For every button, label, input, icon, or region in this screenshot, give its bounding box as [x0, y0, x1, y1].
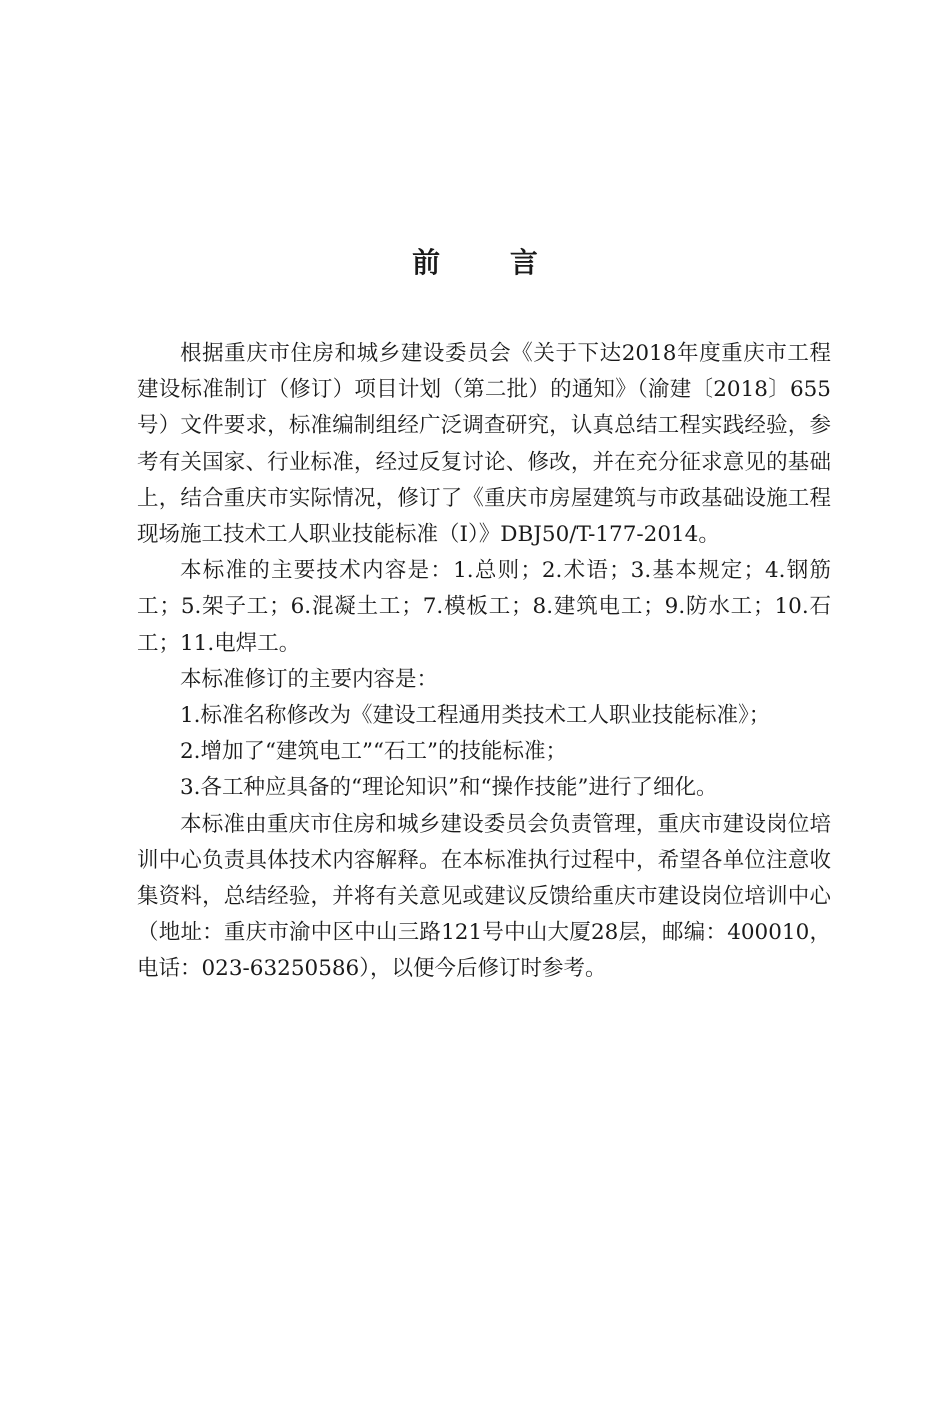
page-title: 前 言: [412, 246, 568, 279]
paragraph-background: 根据重庆市住房和城乡建设委员会《关于下达2018年度重庆市工程建设标准制订（修订）项目计划（第二批）的通知》（渝建〔2018〕655号）文件要求，标准编制组经广泛调查研究，认真总结工程实践经验，参考有关国家、行业标准，经过反复讨论、修改，并在充分征求意见的基础上，结合重庆市实际情况，修订了《重庆市房屋建筑与市政基础设施工程现场施工技术工人职业技能标准（Ⅰ）》DBJ50/T-177-2014。: [137, 341, 831, 548]
revision-item-1: 1.标准名称修改为《建设工程通用类技术工人职业技能标准》；: [180, 703, 771, 729]
preface-body: [137, 336, 831, 988]
paragraph-revision-intro: 本标准修订的主要内容是：: [180, 666, 439, 692]
paragraph-main-content: 本标准的主要技术内容是：1.总则；2.术语；3.基本规定；4.钢筋工；5.架子工；6.混凝土工；7.模板工；8.建筑电工；9.防水工；10.石工；11.电焊工。: [137, 558, 831, 656]
paragraph-management: 本标准由重庆市住房和城乡建设委员会负责管理，重庆市建设岗位培训中心负责具体技术内容解释。在本标准执行过程中，希望各单位注意收集资料，总结经验，并将有关意见或建议反馈给重庆市建设岗位培训中心（地址：重庆市渝中区中山三路121号中山大厦28层，邮编：400010，电话：023-63250586），以便今后修订时参考。: [137, 811, 831, 982]
revision-item-2: 2.增加了“建筑电工”“石工”的技能标准；: [180, 739, 567, 765]
revision-item-3: 3.各工种应具备的“理论知识”和“操作技能”进行了细化。: [180, 775, 718, 801]
